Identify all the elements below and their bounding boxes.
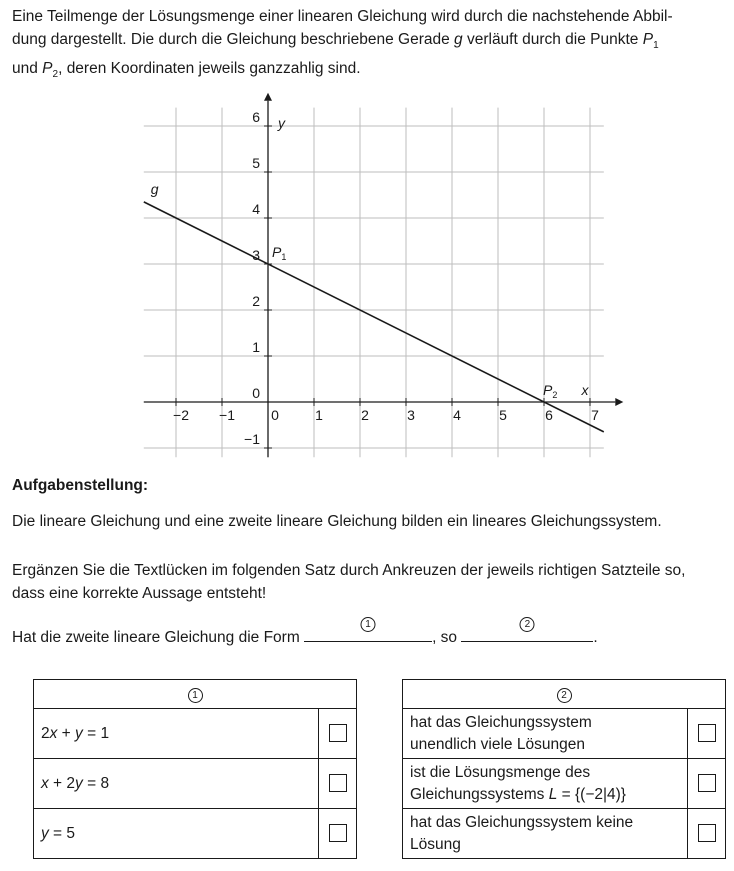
gap-2-number: 2 <box>520 617 535 632</box>
table-2-option-2: ist die Lösungsmenge des Gleichungssystems L = {(−2|4)} <box>403 759 688 809</box>
gap-1-blank <box>304 619 432 642</box>
checkbox-1b[interactable] <box>329 774 347 792</box>
x-axis-label: x <box>581 382 589 398</box>
task-paragraph-1: Die lineare Gleichung und eine zweite lineare Gleichung bilden ein lineares Gleichungssystem. <box>12 513 662 530</box>
y-axis-label: y <box>278 115 285 131</box>
line-g <box>144 202 604 432</box>
x-tick-label: 3 <box>407 407 415 423</box>
y-axis-arrow <box>264 93 272 101</box>
table-1-option-1: 2x + y = 1 <box>34 709 319 759</box>
checkbox-2c[interactable] <box>698 824 716 842</box>
x-tick-label: 5 <box>499 407 507 423</box>
checkbox-1c[interactable] <box>329 824 347 842</box>
y-tick-label: −1 <box>244 431 260 447</box>
x-tick-label: 6 <box>545 407 553 423</box>
gap-sentence: Hat die zweite lineare Gleichung die Form 1 , so 2 . <box>12 619 598 646</box>
intro-line-2: dung dargestellt. Die durch die Gleichung beschriebene Gerade g verläuft durch die Punkte $P_1$ <box>12 31 659 52</box>
checkbox-1a[interactable] <box>329 724 347 742</box>
table-1-option-3: y = 5 <box>34 809 319 859</box>
y-tick-label: 5 <box>252 155 260 171</box>
y-tick-label: 4 <box>252 201 260 217</box>
y-tick-label: 0 <box>252 385 260 401</box>
table-2-option-3: hat das Gleichungssystem keine Lösung <box>403 809 688 859</box>
point-label-2: $P_2$ <box>543 382 558 400</box>
x-tick-label: −2 <box>173 407 189 423</box>
table-1-option-2: x + 2y = 8 <box>34 759 319 809</box>
checkbox-2b[interactable] <box>698 774 716 792</box>
table-2-header: 2 <box>403 680 726 709</box>
x-tick-label: −1 <box>219 407 235 423</box>
x-tick-label: 4 <box>453 407 461 423</box>
line-g-label: g <box>150 180 159 197</box>
y-tick-label: 2 <box>252 293 260 309</box>
y-tick-label: 3 <box>252 247 260 263</box>
x-tick-label: 1 <box>315 407 323 423</box>
intro-line-1: Eine Teilmenge der Lösungsmenge einer linearen Gleichung wird durch die nachstehende Abbil- <box>12 8 673 25</box>
options-table-1 <box>33 679 357 859</box>
options-table-2 <box>402 679 726 859</box>
table-2-option-1: hat das Gleichungssystem unendlich viele Lösungen <box>403 709 688 759</box>
intro-line-3: und $P_2$, deren Koordinaten jeweils ganzzahlig sind. <box>12 60 361 81</box>
y-tick-label: 1 <box>252 339 260 355</box>
task-paragraph-2: Ergänzen Sie die Textlücken im folgenden Satz durch Ankreuzen der jeweils richtigen Satzteile so, dass eine korrekte Aussage entsteht! <box>12 562 686 602</box>
table-1-header: 1 <box>34 680 357 709</box>
point-label-1: $P_1$ <box>272 244 287 262</box>
checkbox-2a[interactable] <box>698 724 716 742</box>
y-tick-label: 6 <box>252 109 260 125</box>
x-axis-arrow <box>615 398 623 406</box>
x-tick-label: 7 <box>591 407 599 423</box>
gap-2-blank <box>461 619 593 642</box>
x-tick-label: 2 <box>361 407 369 423</box>
gap-1-number: 1 <box>361 617 376 632</box>
task-heading: Aufgabenstellung: <box>12 477 149 494</box>
x-tick-label: 0 <box>271 407 279 423</box>
